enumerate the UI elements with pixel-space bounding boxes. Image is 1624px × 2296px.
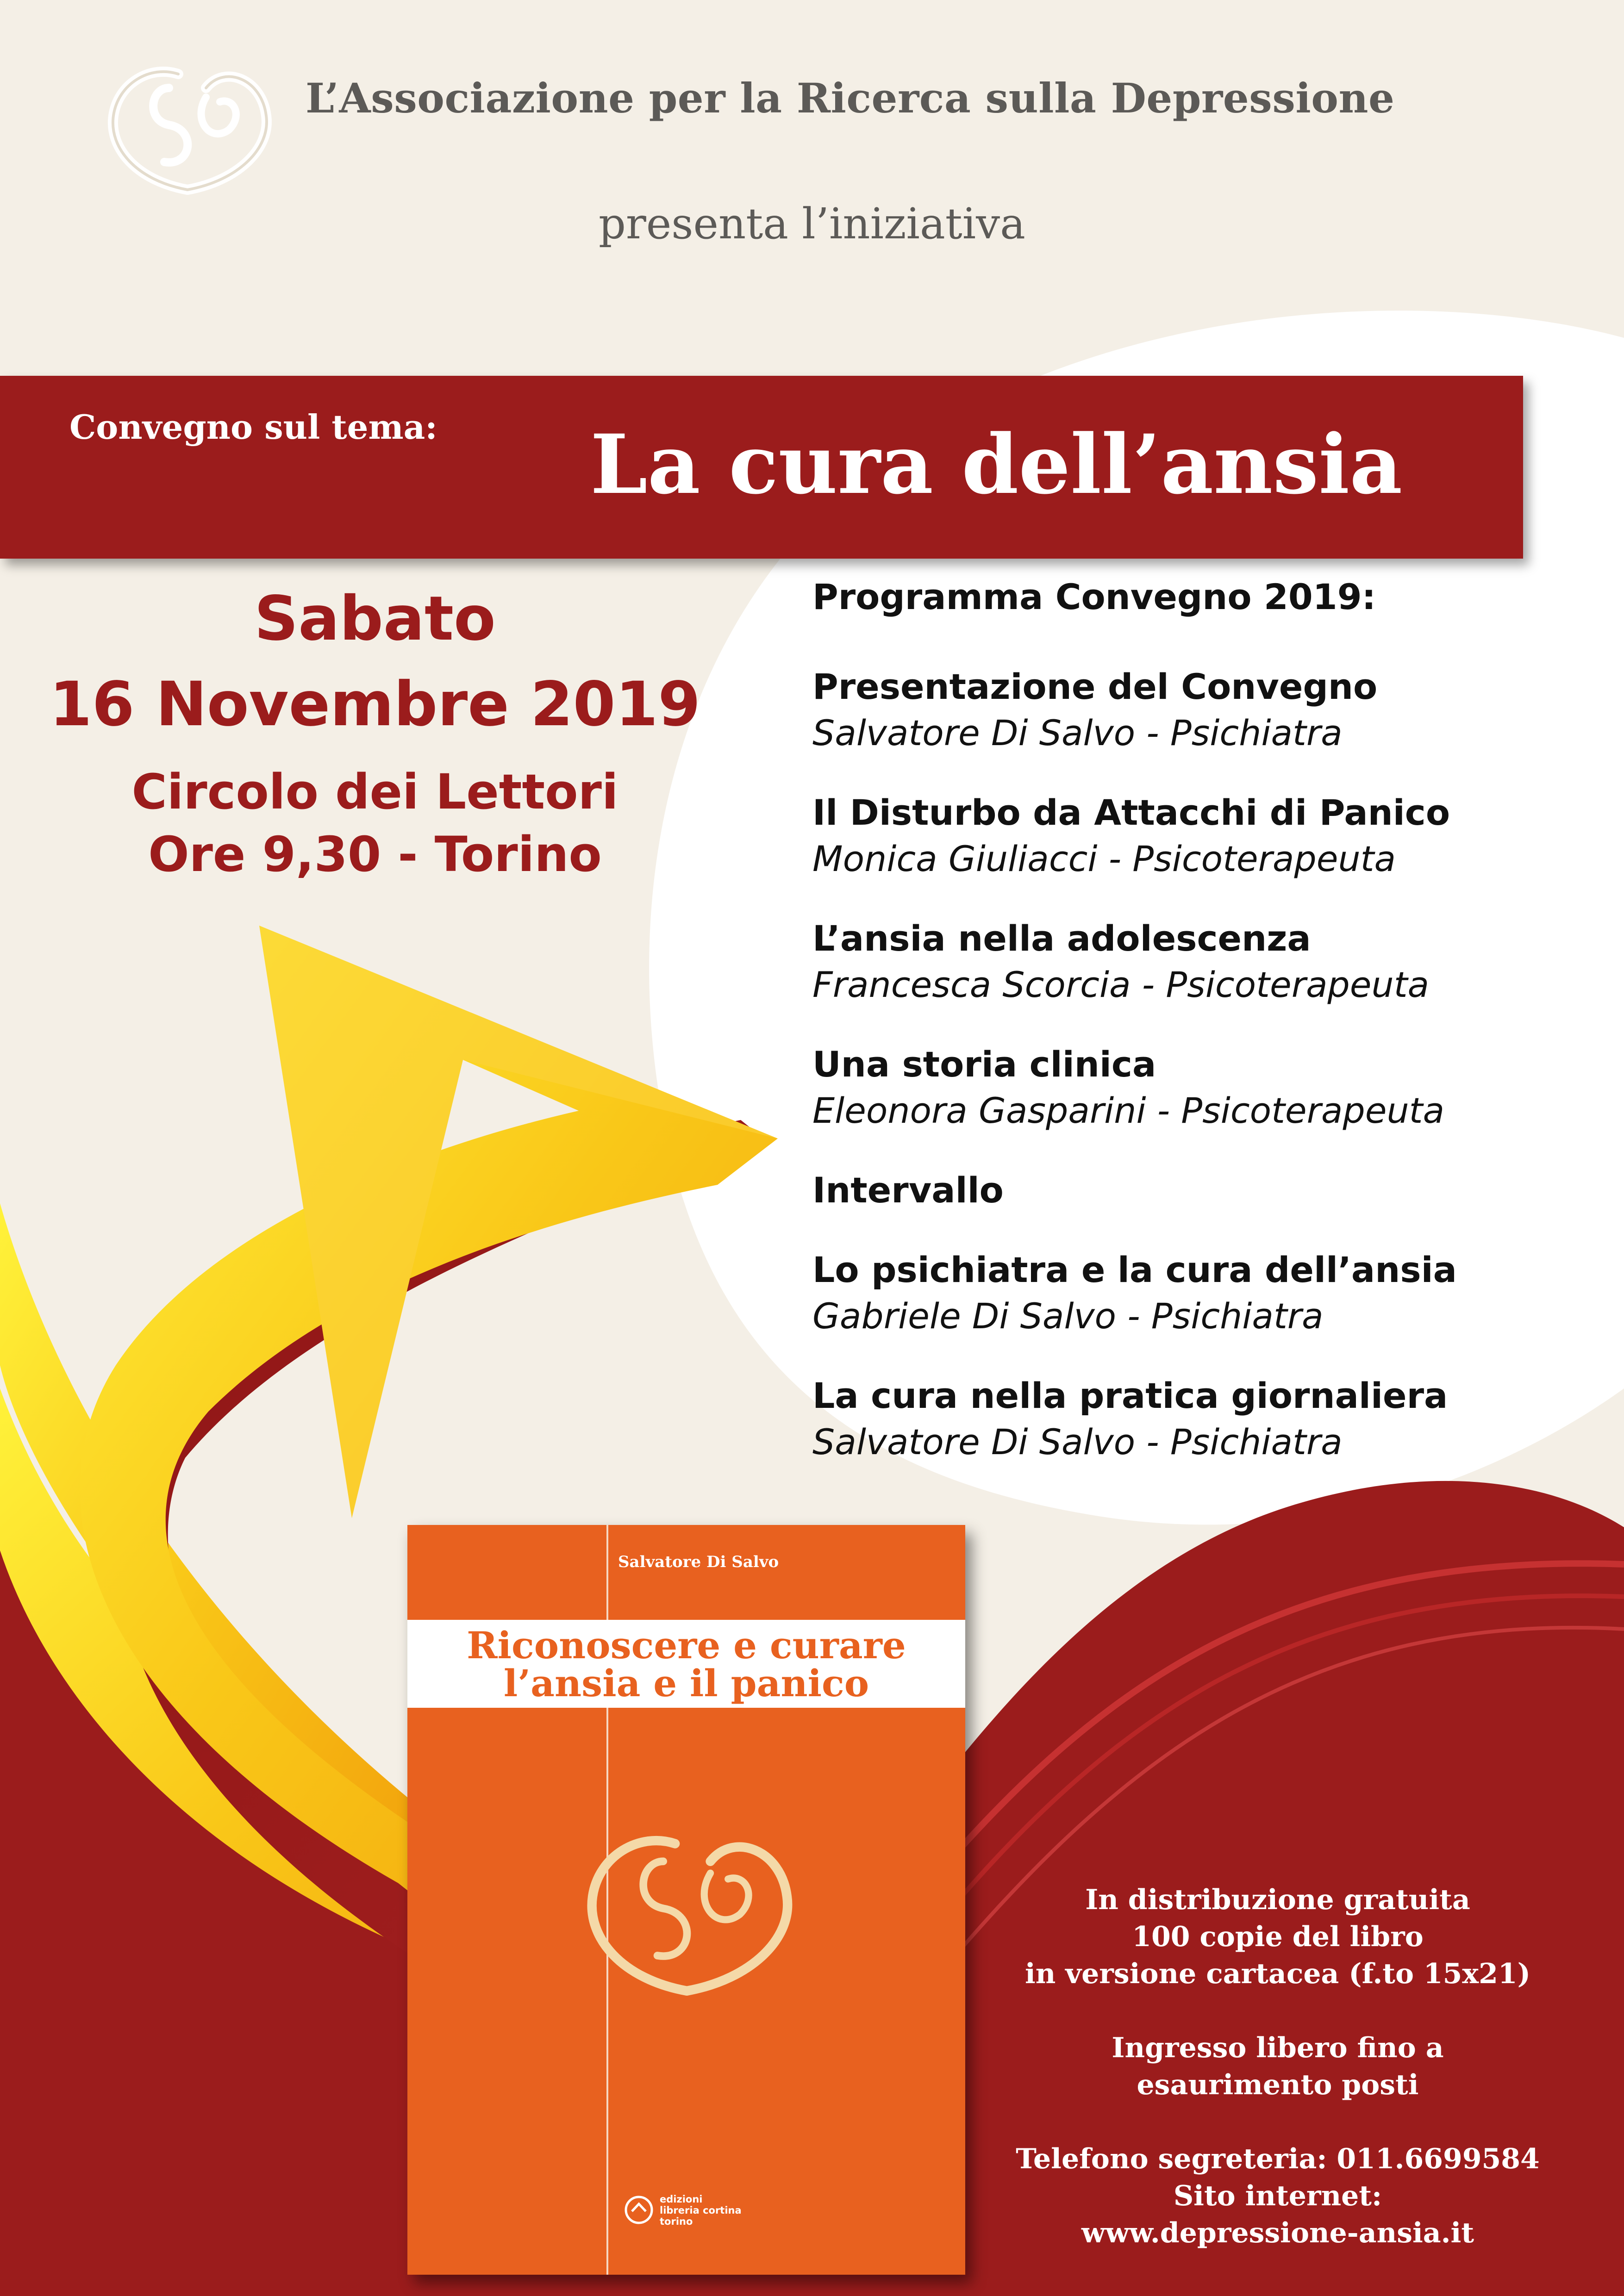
info-line: in versione cartacea (f.to 15x21) <box>1024 1958 1531 1990</box>
presents-text: presenta l’iniziativa <box>598 199 1026 249</box>
program <box>812 576 1599 1499</box>
talk-speaker: Monica Giuliacci - Psicoterapeuta <box>812 838 1396 879</box>
talk-title: Presentazione del Convegno <box>812 666 1378 707</box>
program-item <box>812 1167 1599 1213</box>
talk-speaker: Francesca Scorcia - Psicoterapeuta <box>812 964 1430 1005</box>
book-heart-logo-icon <box>569 1814 810 2009</box>
publisher-logo-icon <box>623 2194 655 2226</box>
conference-title: La cura dell’ansia <box>590 417 1403 512</box>
book-publisher <box>660 2194 742 2227</box>
program-heading: Programma Convegno 2019: <box>812 576 1376 617</box>
program-item <box>812 1247 1599 1339</box>
program-item <box>812 1373 1599 1465</box>
event-time-place: Ore 9,30 - Torino <box>148 826 602 883</box>
phone-line: Telefono segreteria: 011.6699584 <box>1016 2143 1540 2175</box>
info-line: In distribuzione gratuita <box>1085 1884 1470 1916</box>
event-date: 16 Novembre 2019 <box>49 669 701 740</box>
heart-logo-icon <box>100 51 280 204</box>
event-venue: Circolo dei Lettori <box>131 764 618 820</box>
organization-name: L’Associazione per la Ricerca sulla Depressione <box>306 74 1395 122</box>
talk-title: La cura nella pratica giornaliera <box>812 1375 1448 1416</box>
conference-label: Convegno sul tema: <box>69 407 437 447</box>
talk-title: Una storia clinica <box>812 1044 1156 1085</box>
publisher-line: torino <box>660 2216 693 2227</box>
info-block <box>988 1881 1567 2252</box>
book-author: Salvatore Di Salvo <box>618 1553 779 1571</box>
talk-speaker: Gabriele Di Salvo - Psichiatra <box>812 1295 1324 1337</box>
book-title-line2: l’ansia e il panico <box>503 1661 869 1705</box>
talk-title: Lo psichiatra e la cura dell’ansia <box>812 1249 1457 1290</box>
book-title-line1: Riconoscere e curare <box>467 1624 906 1667</box>
info-line: Ingresso libero fino a <box>1112 2032 1444 2064</box>
program-item <box>812 790 1599 882</box>
info-line: esaurimento posti <box>1137 2069 1419 2101</box>
publisher-line: edizioni <box>660 2194 703 2205</box>
talk-title: Intervallo <box>812 1170 1004 1211</box>
website-link[interactable]: www.depressione-ansia.it <box>1081 2217 1474 2249</box>
talk-speaker: Salvatore Di Salvo - Psichiatra <box>812 712 1343 753</box>
program-item <box>812 1041 1599 1134</box>
info-line: Sito internet: <box>1173 2180 1382 2212</box>
talk-title: Il Disturbo da Attacchi di Panico <box>812 792 1450 833</box>
talk-title: L’ansia nella adolescenza <box>812 918 1311 959</box>
talk-speaker: Salvatore Di Salvo - Psichiatra <box>812 1421 1343 1462</box>
program-item <box>812 915 1599 1008</box>
event-day: Sabato <box>254 583 496 654</box>
talk-speaker: Eleonora Gasparini - Psicoterapeuta <box>812 1090 1445 1131</box>
publisher-line: libreria cortina <box>660 2205 742 2216</box>
info-line: 100 copie del libro <box>1132 1921 1424 1953</box>
program-item <box>812 664 1599 756</box>
